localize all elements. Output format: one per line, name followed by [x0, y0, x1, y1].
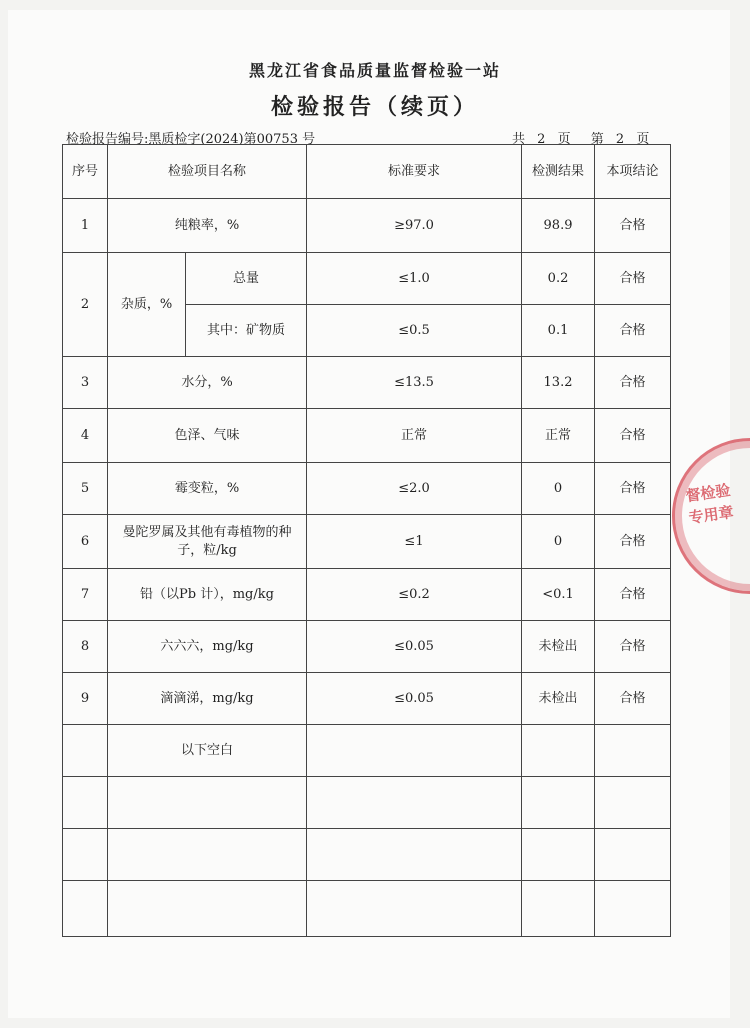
- table-row: 4 色泽、气味 正常 正常 合格: [63, 409, 671, 463]
- table-row: 2 杂质，% 总量 ≤1.0 0.2 合格: [63, 253, 671, 305]
- header-result: 检测结果: [522, 145, 595, 199]
- table-subrow: 其中：矿物质 ≤0.5 0.1 合格: [63, 305, 671, 357]
- page-indicator: 共 2 页 第 2 页: [512, 132, 651, 147]
- table-row: 6 曼陀罗属及其他有毒植物的种子，粒/kg ≤1 0 合格: [63, 515, 671, 569]
- table-row-blank-note: [63, 725, 671, 777]
- header-conclusion: 本项结论: [595, 145, 671, 199]
- table-row: 8 六六六，mg/kg ≤0.05 未检出 合格: [63, 621, 671, 673]
- official-seal-stamp: 督检验 专用章: [672, 438, 750, 594]
- table-header-row: [63, 145, 671, 199]
- header-standard: 标准要求: [307, 145, 522, 199]
- inspection-table: [62, 144, 671, 937]
- table-row-empty: [63, 881, 671, 937]
- header-item: 检验项目名称: [108, 145, 307, 199]
- header-no: 序号: [63, 145, 108, 199]
- table-row: 5 霉变粒，% ≤2.0 0 合格: [63, 463, 671, 515]
- table-row-empty: [63, 829, 671, 881]
- table-row: 3 水分，% ≤13.5 13.2 合格: [63, 357, 671, 409]
- organization-name: 黑龙江省食品质量监督检验一站: [248, 61, 501, 80]
- table-row: 9 滴滴涕，mg/kg ≤0.05 未检出 合格: [63, 673, 671, 725]
- table-row: 7 铅（以Pb 计），mg/kg ≤0.2 <0.1 合格: [63, 569, 671, 621]
- report-number: 检验报告编号:黑质检字(2024)第00753 号: [66, 132, 316, 147]
- table-row: 1 纯粮率，% ≥97.0 98.9 合格: [63, 199, 671, 253]
- report-title: 检验报告（续页）: [270, 94, 479, 120]
- blank-note: 以下空白: [108, 725, 307, 777]
- table-row-empty: [63, 777, 671, 829]
